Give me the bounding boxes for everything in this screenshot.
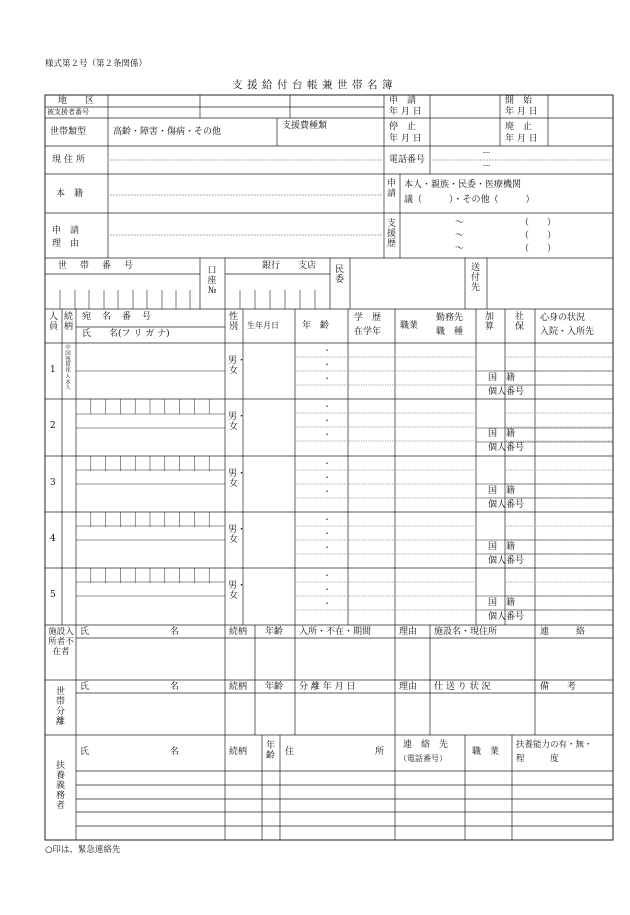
svg-text:・: ・ (323, 346, 331, 355)
separated-label: 世帯分離 (55, 687, 65, 727)
phone-dash-2: － (482, 162, 492, 172)
supporter-address: 住 所 (285, 747, 385, 757)
member-sex: 男・女 (228, 525, 247, 545)
supporter-label: 扶養義務者 (55, 761, 65, 811)
col-mind-1: 心身の状況 (540, 313, 586, 323)
absent-name: 氏 名 (80, 627, 180, 637)
phone-dash-1: － (482, 149, 492, 159)
svg-text:・: ・ (323, 360, 331, 369)
supporter-contact-1: 連 絡 先 (403, 740, 449, 750)
absent-age: 年齢 (265, 627, 284, 637)
form-number: 様式第２号（第２条関係） (45, 59, 148, 69)
col-age: 年 齢 (302, 321, 330, 331)
col-edu-2: 在学年 (354, 327, 382, 337)
svg-text:・: ・ (323, 599, 331, 608)
history-paren-2: （ ） (520, 231, 557, 241)
absent-facility: 施設名・現住所 (434, 627, 498, 637)
member-row-number: 3 (50, 478, 56, 488)
household-type-options: 高齢・障害・傷病・その他 (113, 127, 222, 137)
member-sex: 男・女 (228, 356, 247, 376)
separated-remit: 仕 送 り 状 況 (434, 682, 491, 692)
stop-label: 停 止 (389, 122, 417, 132)
applicant-label: 申請 (386, 179, 396, 199)
col-mind-2: 入院・入所先 (540, 327, 595, 337)
col-work-1: 勤務先 (436, 313, 464, 323)
absent-reason: 理由 (399, 627, 418, 637)
member-sex: 男・女 (228, 412, 247, 432)
col-birth: 生年月日 (247, 321, 279, 330)
absent-contact: 連 絡 (540, 627, 586, 637)
stop-date: 年 月 日 (389, 134, 422, 144)
household-no-label: 世 帯 番 号 (58, 261, 136, 271)
col-addr-no: 宛 名 番 号 (82, 312, 153, 322)
svg-text:・: ・ (323, 543, 331, 552)
separated-name: 氏 名 (80, 682, 180, 692)
page-title: 支援給付台帳兼世帯名簿 (232, 79, 397, 91)
account-label: 口座№ (207, 266, 217, 296)
member-personal-no: 個人番号 (488, 387, 525, 397)
member-row-number: 2 (50, 421, 56, 431)
col-edu-1: 学 歴 (354, 313, 382, 323)
supporter-ability-2: 程 度 (516, 754, 559, 764)
member-nationality: 国 籍 (488, 429, 516, 439)
col-insurance: 社保 (514, 312, 524, 332)
member-row-number: 5 (50, 590, 56, 600)
separated-reason: 理由 (399, 682, 418, 692)
support-type-label: 支援費種類 (282, 121, 328, 131)
domicile-label: 本 籍 (56, 189, 84, 199)
applicant-line-2: 議（ ）・その他（ ） (404, 195, 535, 205)
apply-date: 年 月 日 (389, 107, 422, 117)
svg-text:・: ・ (323, 585, 331, 594)
member-nationality: 国 籍 (488, 373, 516, 383)
member-personal-no: 個人番号 (488, 556, 525, 566)
district-label: 地 区 (58, 96, 95, 106)
svg-text:・: ・ (323, 374, 331, 383)
abolish-date: 年 月 日 (505, 134, 538, 144)
member-personal-no: 個人番号 (488, 443, 525, 453)
svg-text:・: ・ (323, 402, 331, 411)
absent-label: 施設入所者不在者 (48, 627, 74, 657)
recipient-no-label: 被支援者番号 (47, 108, 89, 116)
apply-reason-label: 申 請 理 由 (52, 226, 80, 249)
member-sex: 男・女 (228, 581, 247, 601)
svg-text:・: ・ (323, 473, 331, 482)
separated-relation: 続柄 (229, 682, 248, 692)
col-sex: 性別 (228, 312, 238, 332)
history-paren-3: （ ） (520, 244, 557, 254)
member-personal-no: 個人番号 (488, 500, 525, 510)
svg-text:・: ・ (323, 515, 331, 524)
col-job: 職業 (400, 321, 419, 331)
address-label: 現住所 (52, 155, 89, 165)
member-row-number: 1 (50, 365, 56, 375)
supporter-relation: 続柄 (229, 747, 248, 757)
abolish-label: 廃 止 (505, 122, 533, 132)
separated-date: 分 離 年 月 日 (299, 682, 356, 692)
apply-label: 申 請 (389, 96, 417, 106)
member-personal-no: 個人番号 (488, 612, 525, 622)
separated-age: 年齢 (265, 682, 284, 692)
start-label: 開 始 (505, 96, 533, 106)
sendto-label: 送付先 (470, 263, 480, 293)
applicant-line-1: 本人・親族・民委・医療機関 (404, 180, 522, 190)
col-relation: 続柄 (63, 312, 73, 332)
supporter-name: 氏 名 (80, 747, 180, 757)
col-person: 人員 (48, 312, 58, 332)
member-nationality: 国 籍 (488, 542, 516, 552)
emergency-mark: 中国残留邦人本人 (65, 345, 71, 392)
svg-text:・: ・ (323, 487, 331, 496)
svg-text:・: ・ (323, 571, 331, 580)
supporter-age: 年齢 (265, 741, 275, 761)
svg-text:・: ・ (323, 416, 331, 425)
member-nationality: 国 籍 (488, 598, 516, 608)
svg-text:・: ・ (323, 459, 331, 468)
history-tilde-2: ～ (455, 231, 465, 241)
history-tilde-1: ～ (455, 218, 465, 228)
col-work-2: 職 種 (436, 327, 464, 337)
footer-note: ○印は、緊急連絡先 (45, 845, 121, 855)
absent-relation: 続柄 (229, 627, 248, 637)
supporter-contact-2: （電話番号） (399, 754, 447, 763)
household-type-label: 世帯類型 (50, 127, 87, 137)
phone-label: 電話番号 (389, 155, 426, 165)
history-tilde-3: ～ (455, 244, 465, 254)
svg-text:・: ・ (323, 430, 331, 439)
svg-text:・: ・ (323, 529, 331, 538)
member-row-number: 4 (50, 534, 56, 544)
commissioner-label: 民委 (334, 265, 344, 285)
col-name: 氏 名(フ リ ガ ナ) (82, 329, 170, 339)
separated-note: 備 考 (540, 682, 577, 692)
supporter-ability-1: 扶養能力の有・無・ (516, 740, 593, 750)
start-date: 年 月 日 (505, 107, 538, 117)
supporter-job: 職 業 (472, 747, 500, 757)
col-add: 加算 (484, 312, 494, 332)
bank-branch-label: 銀行 支店 (262, 261, 317, 271)
history-paren-1: （ ） (520, 218, 557, 228)
member-sex: 男・女 (228, 469, 247, 489)
member-nationality: 国 籍 (488, 486, 516, 496)
absent-period: 入所・不在・期間 (299, 627, 372, 637)
support-history-label: 支援歴 (386, 219, 396, 249)
